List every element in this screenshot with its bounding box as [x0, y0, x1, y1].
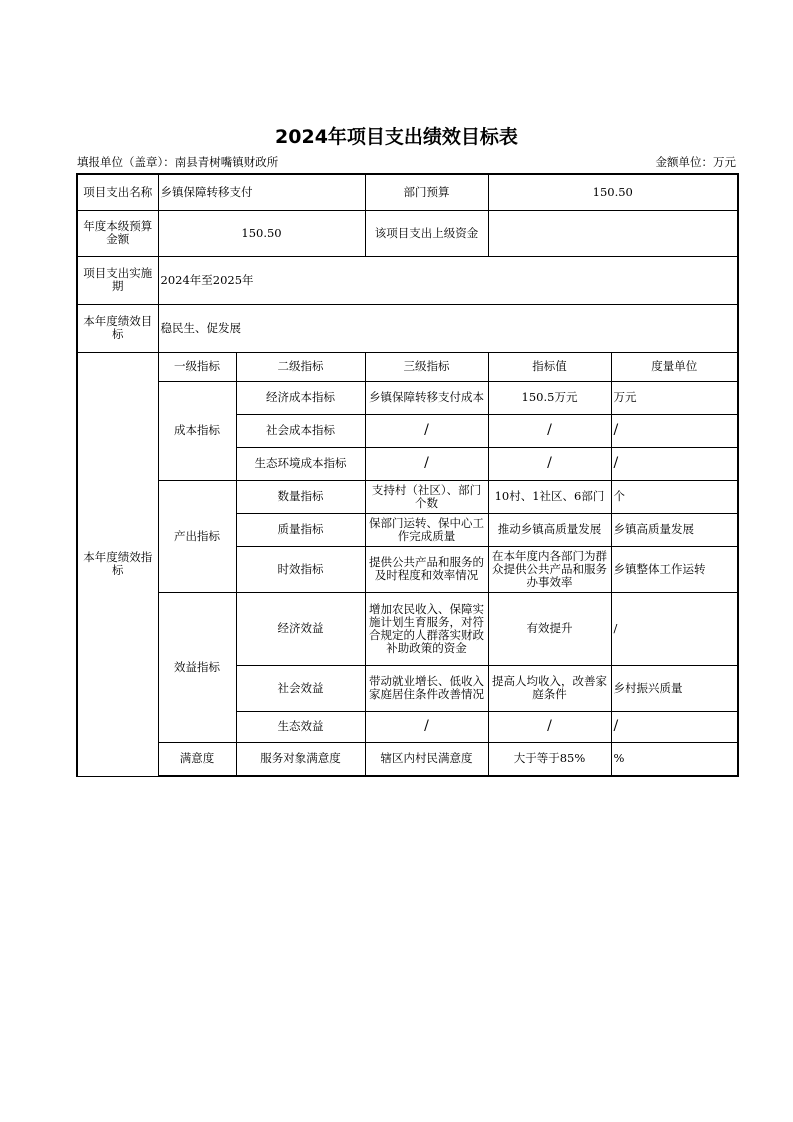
level3-cell: 乡镇保障转移支付成本: [365, 381, 488, 414]
annual-budget-value: 150.50: [158, 210, 365, 256]
page-title: 2024年项目支出绩效目标表: [275, 126, 518, 148]
indicator-section-label: 本年度绩效指标: [77, 352, 158, 776]
level3-cell: 支持村（社区）、部门个数: [365, 480, 488, 513]
level2-cell: 经济效益: [236, 592, 365, 665]
level3-cell: 增加农民收入、保障实施计划生育服务，对符合规定的人群落实财政补助政策的资金: [365, 592, 488, 665]
level3-cell: 保部门运转、保中心工作完成质量: [365, 513, 488, 546]
unit-cell: 乡村振兴质量: [611, 665, 738, 711]
indicator-row: [77, 480, 738, 513]
level2-cell: 社会效益: [236, 665, 365, 711]
level3-cell: 辖区内村民满意度: [365, 742, 488, 776]
level2-cell: 质量指标: [236, 513, 365, 546]
annual-budget-label: 年度本级预算金额: [77, 210, 158, 256]
header-unit: 度量单位: [611, 352, 738, 381]
unit-cell: /: [611, 711, 738, 742]
group-output: 产出指标: [158, 480, 236, 592]
level2-cell: 经济成本指标: [236, 381, 365, 414]
level2-cell: 时效指标: [236, 546, 365, 592]
project-name-value: 乡镇保障转移支付: [158, 174, 365, 210]
group-cost: 成本指标: [158, 381, 236, 480]
value-cell: 提高人均收入，改善家庭条件: [488, 665, 611, 711]
row-goal: [77, 304, 738, 352]
unit-cell: /: [611, 414, 738, 447]
value-cell: /: [488, 711, 611, 742]
level3-cell: 带动就业增长、低收入家庭居住条件改善情况: [365, 665, 488, 711]
period-label: 项目支出实施期: [77, 256, 158, 304]
dept-budget-label: 部门预算: [365, 174, 488, 210]
indicator-header-row: [77, 352, 738, 381]
goal-label: 本年度绩效目标: [77, 304, 158, 352]
level2-cell: 生态环境成本指标: [236, 447, 365, 480]
indicator-row: [77, 381, 738, 414]
superior-funds-label: 该项目支出上级资金: [365, 210, 488, 256]
value-cell: 大于等于85%: [488, 742, 611, 776]
level3-cell: /: [365, 447, 488, 480]
indicator-row: [77, 592, 738, 665]
value-cell: 10村、1社区、6部门: [488, 480, 611, 513]
row-project-name: [77, 174, 738, 210]
performance-target-table: [76, 173, 739, 777]
value-cell: /: [488, 447, 611, 480]
project-name-label: 项目支出名称: [77, 174, 158, 210]
value-cell: 在本年度内各部门为群众提供公共产品和服务办事效率: [488, 546, 611, 592]
indicator-row: [77, 742, 738, 776]
level2-cell: 数量指标: [236, 480, 365, 513]
level2-cell: 生态效益: [236, 711, 365, 742]
level2-cell: 服务对象满意度: [236, 742, 365, 776]
unit-cell: 万元: [611, 381, 738, 414]
unit-cell: /: [611, 447, 738, 480]
unit-cell: 乡镇高质量发展: [611, 513, 738, 546]
header-level2: 二级指标: [236, 352, 365, 381]
value-cell: 推动乡镇高质量发展: [488, 513, 611, 546]
unit-cell: 个: [611, 480, 738, 513]
row-period: [77, 256, 738, 304]
value-cell: 150.5万元: [488, 381, 611, 414]
unit-cell: %: [611, 742, 738, 776]
dept-budget-value: 150.50: [488, 174, 738, 210]
level3-cell: /: [365, 711, 488, 742]
group-satisfaction: 满意度: [158, 742, 236, 776]
unit-cell: 乡镇整体工作运转: [611, 546, 738, 592]
unit-cell: /: [611, 592, 738, 665]
goal-value: 稳民生、促发展: [158, 304, 738, 352]
amount-unit: 金额单位：万元: [655, 155, 736, 169]
header-level3: 三级指标: [365, 352, 488, 381]
value-cell: /: [488, 414, 611, 447]
value-cell: 有效提升: [488, 592, 611, 665]
group-benefit: 效益指标: [158, 592, 236, 742]
superior-funds-value: [488, 210, 738, 256]
level2-cell: 社会成本指标: [236, 414, 365, 447]
header-level1: 一级指标: [158, 352, 236, 381]
period-value: 2024年至2025年: [158, 256, 738, 304]
header-value: 指标值: [488, 352, 611, 381]
row-annual-budget: [77, 210, 738, 256]
level3-cell: /: [365, 414, 488, 447]
reporting-unit: 填报单位（盖章）：南县青树嘴镇财政所: [77, 155, 279, 169]
level3-cell: 提供公共产品和服务的及时程度和效率情况: [365, 546, 488, 592]
